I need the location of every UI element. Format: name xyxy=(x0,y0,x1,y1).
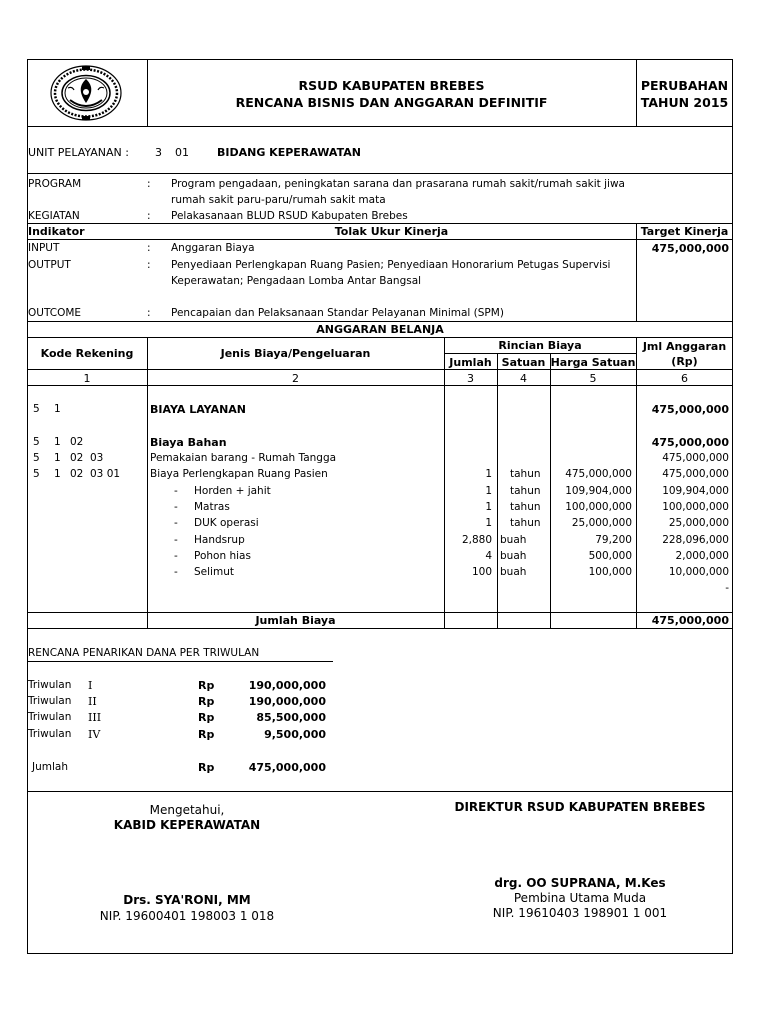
unit-name: BIDANG KEPERAWATAN xyxy=(217,146,361,159)
unit-code-1: 3 xyxy=(155,146,162,159)
item-dash: - xyxy=(174,517,178,529)
outcome-label: OUTCOME xyxy=(28,307,82,319)
penarikan-title: RENCANA PENARIKAN DANA PER TRIWULAN xyxy=(28,647,260,659)
unit-label: UNIT PELAYANAN : xyxy=(28,146,129,159)
triwulan-label: Triwulan xyxy=(28,728,72,740)
kode-rekening-part: 5 xyxy=(33,452,40,464)
jenis-biaya: Pemakaian barang - Rumah Tangga xyxy=(150,452,337,464)
jumlah-cell: 1 xyxy=(485,501,492,513)
col-num-2: 2 xyxy=(292,372,299,385)
doc-title: RENCANA BISNIS DAN ANGGARAN DEFINITIF xyxy=(235,95,548,110)
jenis-biaya: Horden + jahit xyxy=(194,485,271,497)
jumlah-cell: 4 xyxy=(485,550,492,562)
item-dash: - xyxy=(174,534,178,546)
col-num-1: 1 xyxy=(83,372,91,385)
jenis-biaya: BIAYA LAYANAN xyxy=(150,403,247,416)
rule xyxy=(27,612,733,613)
kode-rekening-part: 1 xyxy=(54,436,61,448)
program-line-2: rumah sakit paru-paru/rumah sakit mata xyxy=(171,194,386,206)
kegiatan-value: Pelakasanaan BLUD RSUD Kabupaten Brebes xyxy=(171,210,408,222)
jml-anggaran-cell: 475,000,000 xyxy=(662,468,729,480)
jml-anggaran-cell: 475,000,000 xyxy=(651,403,729,416)
unit-code-2: 01 xyxy=(175,146,189,159)
colon: : xyxy=(147,178,151,190)
org-name: RSUD KABUPATEN BREBES xyxy=(298,78,485,93)
col-num-3: 3 xyxy=(467,372,474,385)
header-harga: Harga Satuan xyxy=(550,356,636,369)
input-target: 475,000,000 xyxy=(651,242,729,255)
kode-rekening-part: 03 01 xyxy=(90,468,121,480)
currency: Rp xyxy=(198,711,215,724)
header-kode: Kode Rekening xyxy=(40,347,134,360)
triwulan-number: I xyxy=(88,679,93,692)
jumlah-biaya-total: 475,000,000 xyxy=(651,614,729,627)
colon: : xyxy=(147,210,151,222)
input-value: Anggaran Biaya xyxy=(171,242,255,254)
kode-rekening-part: 5 xyxy=(33,436,40,448)
item-dash: - xyxy=(174,566,178,578)
jml-anggaran-cell: 100,000,000 xyxy=(662,501,729,513)
right-nip: NIP. 19610403 198901 1 001 xyxy=(492,906,668,920)
satuan-cell: tahun xyxy=(510,517,541,529)
rule xyxy=(147,59,148,126)
harga-satuan-cell: 475,000,000 xyxy=(565,468,632,480)
jml-anggaran-cell: 2,000,000 xyxy=(675,550,729,562)
rule xyxy=(27,239,733,240)
program-label: PROGRAM xyxy=(28,178,82,190)
triwulan-number: II xyxy=(88,695,97,708)
triwulan-label: Triwulan xyxy=(28,695,72,707)
rule xyxy=(27,223,733,224)
triwulan-number: IV xyxy=(88,728,101,741)
col-tolak-ukur: Tolak Ukur Kinerja xyxy=(334,225,449,238)
anggaran-title: ANGGARAN BELANJA xyxy=(316,323,444,336)
rule xyxy=(497,353,498,628)
kode-rekening-part: 1 xyxy=(54,468,61,480)
kode-rekening-part: 5 xyxy=(33,468,40,480)
rule xyxy=(27,628,733,629)
kode-rekening-part: 5 xyxy=(33,403,40,415)
rule xyxy=(27,791,733,792)
harga-satuan-cell: 25,000,000 xyxy=(571,517,632,529)
penarikan-total-cur: Rp xyxy=(198,761,215,774)
jml-anggaran-cell: 228,096,000 xyxy=(662,534,729,546)
jumlah-cell: 100 xyxy=(471,566,492,578)
jml-anggaran-cell: 10,000,000 xyxy=(668,566,729,578)
triwulan-label: Triwulan xyxy=(28,711,72,723)
rule xyxy=(27,337,733,338)
currency: Rp xyxy=(198,728,215,741)
colon: : xyxy=(147,242,151,254)
output-line-1: Penyediaan Perlengkapan Ruang Pasien; Penyediaan Honorarium Petugas Supervisi xyxy=(171,259,611,271)
col-num-6: 6 xyxy=(681,372,688,385)
satuan-cell: buah xyxy=(500,566,527,578)
satuan-cell: buah xyxy=(500,534,527,546)
jumlah-cell: 1 xyxy=(485,517,492,529)
jenis-biaya: Biaya Bahan xyxy=(150,436,227,449)
satuan-cell: tahun xyxy=(510,501,541,513)
item-dash: - xyxy=(174,485,178,497)
kode-rekening-part: 1 xyxy=(54,452,61,464)
jenis-biaya: DUK operasi xyxy=(194,517,259,529)
jenis-biaya: Matras xyxy=(194,501,230,513)
triwulan-amount: 9,500,000 xyxy=(264,728,326,741)
left-name: Drs. SYA'RONI, MM xyxy=(123,893,251,907)
jumlah-cell: 1 xyxy=(485,468,492,480)
col-target: Target Kinerja xyxy=(640,225,729,238)
program-line-1: Program pengadaan, peningkatan sarana dan prasarana rumah sakit/rumah sakit jiwa xyxy=(171,178,625,190)
triwulan-label: Triwulan xyxy=(28,679,72,691)
rule xyxy=(27,369,733,370)
kode-rekening-part: 1 xyxy=(54,403,61,415)
regional-seal-icon xyxy=(48,64,124,122)
colon: : xyxy=(147,307,151,319)
colon: : xyxy=(147,259,151,271)
header-jml-2: (Rp) xyxy=(671,355,698,368)
harga-satuan-cell: 500,000 xyxy=(588,550,632,562)
right-name: drg. OO SUPRANA, M.Kes xyxy=(494,876,666,890)
jml-anggaran-cell: 25,000,000 xyxy=(668,517,729,529)
penarikan-total-label: Jumlah xyxy=(32,761,68,773)
header-satuan: Satuan xyxy=(501,356,546,369)
rule xyxy=(27,321,733,322)
jenis-biaya: Pohon hias xyxy=(194,550,251,562)
harga-satuan-cell: 109,904,000 xyxy=(565,485,632,497)
right-rank: Pembina Utama Muda xyxy=(513,891,647,905)
satuan-cell: tahun xyxy=(510,468,541,480)
jenis-biaya: Biaya Perlengkapan Ruang Pasien xyxy=(150,468,328,480)
satuan-cell: buah xyxy=(500,550,527,562)
kode-rekening-part: 03 xyxy=(90,452,104,464)
left-title: KABID KEPERAWATAN xyxy=(113,818,261,832)
outcome-value: Pencapaian dan Pelaksanaan Standar Pelayanan Minimal (SPM) xyxy=(171,307,504,319)
status-line-1: PERUBAHAN xyxy=(640,78,729,93)
kegiatan-label: KEGIATAN xyxy=(28,210,80,222)
item-dash: - xyxy=(174,550,178,562)
triwulan-amount: 85,500,000 xyxy=(256,711,326,724)
currency: Rp xyxy=(198,679,215,692)
triwulan-number: III xyxy=(88,711,102,724)
header-jumlah: Jumlah xyxy=(449,356,492,369)
jumlah-biaya-label: Jumlah Biaya xyxy=(255,614,336,627)
harga-satuan-cell: 79,200 xyxy=(595,534,632,546)
col-num-4: 4 xyxy=(520,372,527,385)
jml-anggaran-cell: 109,904,000 xyxy=(662,485,729,497)
left-intro: Mengetahui, xyxy=(149,803,225,817)
rule xyxy=(636,223,637,321)
status-line-2: TAHUN 2015 xyxy=(640,95,729,110)
jumlah-cell: 1 xyxy=(485,485,492,497)
right-title: DIREKTUR RSUD KABUPATEN BREBES xyxy=(454,800,706,814)
trailing-dash: - xyxy=(725,582,729,594)
harga-satuan-cell: 100,000 xyxy=(588,566,632,578)
item-dash: - xyxy=(174,501,178,513)
satuan-cell: tahun xyxy=(510,485,541,497)
jml-anggaran-cell: 475,000,000 xyxy=(662,452,729,464)
penarikan-total-amount: 475,000,000 xyxy=(248,761,326,774)
input-label: INPUT xyxy=(28,242,60,254)
jenis-biaya: Selimut xyxy=(194,566,234,578)
header-jml-1: Jml Anggaran xyxy=(642,340,727,353)
jumlah-cell: 2,880 xyxy=(461,534,492,546)
col-indikator: Indikator xyxy=(28,225,85,238)
kode-rekening-part: 02 xyxy=(70,468,84,480)
rule xyxy=(636,59,637,126)
jenis-biaya: Handsrup xyxy=(194,534,245,546)
triwulan-amount: 190,000,000 xyxy=(248,695,326,708)
rule xyxy=(27,126,733,127)
currency: Rp xyxy=(198,695,215,708)
col-num-5: 5 xyxy=(589,372,597,385)
triwulan-amount: 190,000,000 xyxy=(248,679,326,692)
output-line-2: Keperawatan; Pengadaan Lomba Antar Bangsal xyxy=(171,275,422,287)
jml-anggaran-cell: 475,000,000 xyxy=(651,436,729,449)
rule xyxy=(27,661,333,662)
output-label: OUTPUT xyxy=(28,259,71,271)
kode-rekening-part: 02 xyxy=(70,452,84,464)
rule xyxy=(27,385,733,386)
kode-rekening-part: 02 xyxy=(70,436,84,448)
rule xyxy=(444,353,636,354)
left-nip: NIP. 19600401 198003 1 018 xyxy=(99,909,275,923)
header-rincian: Rincian Biaya xyxy=(498,339,582,352)
rule xyxy=(27,173,733,174)
header-jenis: Jenis Biaya/Pengeluaran xyxy=(220,347,371,360)
harga-satuan-cell: 100,000,000 xyxy=(565,501,632,513)
